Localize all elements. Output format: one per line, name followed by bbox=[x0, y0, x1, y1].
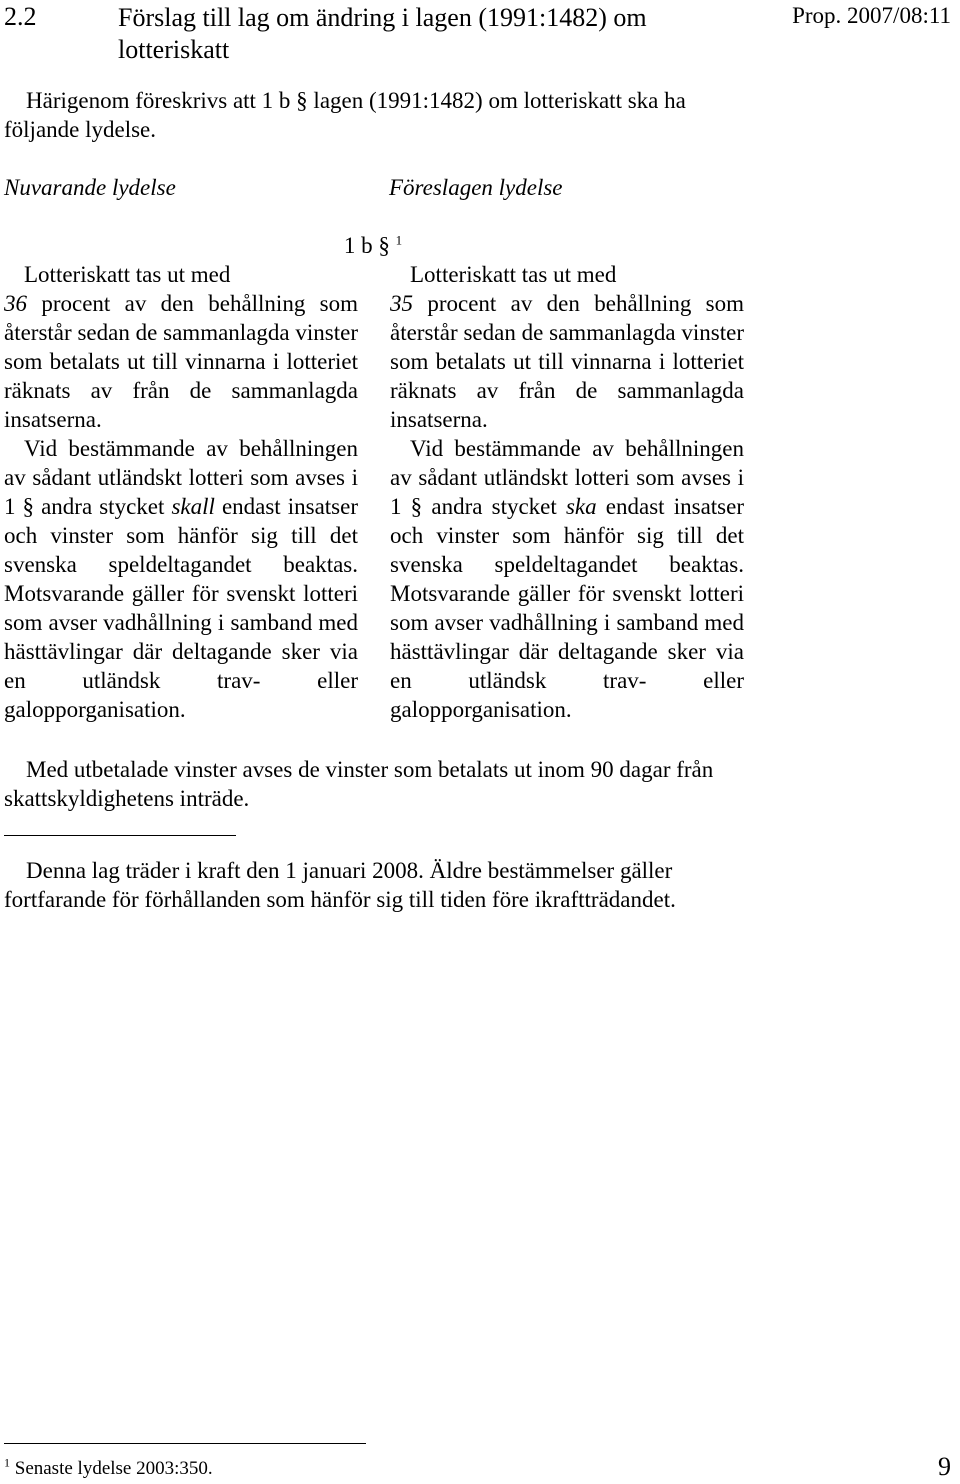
current-p1-lead: Lotteriskatt tas ut med bbox=[24, 262, 231, 287]
proposed-p1-lead: Lotteriskatt tas ut med bbox=[410, 262, 617, 287]
current-paragraph-2 bbox=[4, 434, 358, 724]
paragraph-number: 1 b § bbox=[343, 233, 390, 258]
footnote bbox=[4, 1457, 213, 1481]
footnote-reference: 1 bbox=[395, 232, 403, 248]
footnote-divider bbox=[4, 1443, 366, 1444]
proposed-paragraph-2 bbox=[390, 434, 744, 724]
proposed-paragraph-1 bbox=[390, 260, 744, 434]
current-changed-word: skall bbox=[171, 494, 215, 519]
proposed-changed-word: ska bbox=[565, 494, 597, 519]
proposed-percentage: 35 bbox=[390, 291, 413, 316]
intro-sentence: Härigenom föreskrivs att 1 b § lagen (1991:1482) om lotteriskatt ska ha följande lydelse. bbox=[4, 88, 686, 142]
footnote-text: Senaste lydelse 2003:350. bbox=[14, 1458, 213, 1479]
current-p1-rest: procent av den behållning som återstår sedan de sammanlagda vinster som betalats ut till vinnarna i lotteriet räknats av från de sammanlagda insatserna. bbox=[4, 291, 358, 432]
current-wording-heading: Nuvarande lydelse bbox=[4, 175, 176, 200]
intro-text bbox=[4, 86, 746, 144]
proposition-reference: Prop. 2007/08:11 bbox=[792, 3, 951, 28]
section-title: Förslag till lag om ändring i lagen (1991:1482) om lotteriskatt bbox=[118, 3, 647, 64]
proposed-p2-before: Vid bestämmande av behållningen av sådant utländskt lotteri som avses i 1 § andra stycket bbox=[390, 436, 744, 519]
current-wording-column bbox=[4, 260, 358, 724]
proposed-p2-after: endast insatser och vinster som hänför sig till det svenska speldeltagandet beaktas. Motsvarande gäller för svenskt lotteri som avser vadhållning i samband med hästtävlingar där deltagande sker via en utländsk trav- eller galopporganisation. bbox=[390, 494, 744, 722]
closing-paragraph: Med utbetalade vinster avses de vinster som betalats ut inom 90 dagar från skattskyldighetens inträde. bbox=[4, 757, 714, 811]
current-paragraph-1 bbox=[4, 260, 358, 434]
transition-divider bbox=[4, 835, 236, 836]
footnote-number: 1 bbox=[4, 1455, 10, 1470]
current-percentage: 36 bbox=[4, 291, 27, 316]
proposed-wording-heading: Föreslagen lydelse bbox=[389, 175, 563, 200]
proposed-p1-rest: procent av den behållning som återstår sedan de sammanlagda vinster som betalats ut till vinnarna i lotteriet räknats av från de sammanlagda insatserna. bbox=[390, 291, 744, 432]
paragraph-label bbox=[0, 231, 746, 260]
section-number: 2.2 bbox=[4, 2, 37, 31]
current-p2-after: endast insatser och vinster som hänför sig till det svenska speldeltagandet beaktas. Motsvarande gäller för svenskt lotteri som avser vadhållning i samband med hästtävlingar där deltagande sker via en utländsk trav- eller galopporganisation. bbox=[4, 494, 359, 722]
entry-into-force-text: Denna lag träder i kraft den 1 januari 2008. Äldre bestämmelser gäller fortfarande för förhållanden som hänför sig till tiden före ikraftträdandet. bbox=[4, 858, 676, 912]
proposed-wording-column bbox=[390, 260, 744, 724]
current-p2-before: Vid bestämmande av behållningen av sådant utländskt lotteri som avses i 1 § andra stycket bbox=[4, 436, 358, 519]
page-number: 9 bbox=[938, 1452, 951, 1481]
